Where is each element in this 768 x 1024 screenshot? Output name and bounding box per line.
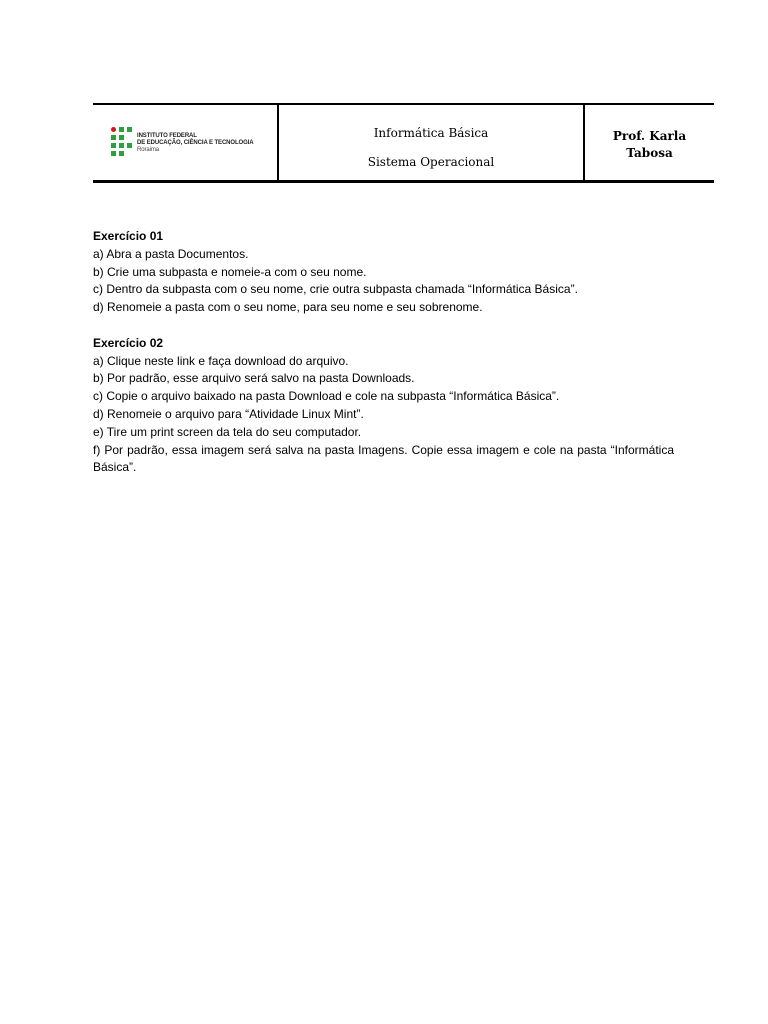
exercise-02-item-e: e) Tire um print screen da tela do seu computador. xyxy=(93,424,362,439)
document-body xyxy=(93,228,674,477)
document-header xyxy=(93,103,714,183)
institution-name xyxy=(137,133,253,154)
header-course-cell xyxy=(279,105,585,180)
professor-name xyxy=(585,128,714,162)
exercise-02-item-f: f) Por padrão, essa imagem será salva na pasta Imagens. Copie essa imagem e cole na pasta “Informática Básica”. xyxy=(93,442,674,475)
section-spacer xyxy=(93,317,674,335)
exercise-02-item-c: c) Copie o arquivo baixado na pasta Download e cole na subpasta “Informática Básica”. xyxy=(93,389,560,404)
exercise-02-item-b: b) Por padrão, esse arquivo será salvo na pasta Downloads. xyxy=(93,371,415,386)
exercise-01-title: Exercício 01 xyxy=(93,229,164,243)
header-logo-cell xyxy=(93,105,279,180)
exercise-02-item-d: d) Renomeie o arquivo para “Atividade Linux Mint”. xyxy=(93,406,364,421)
professor-line1: Prof. Karla xyxy=(612,129,687,143)
course-title: Informática Básica xyxy=(373,126,489,140)
ifrr-logo-icon xyxy=(111,127,132,156)
exercise-02-title: Exercício 02 xyxy=(93,335,164,350)
exercise-01-item-c: c) Dentro da subpasta com o seu nome, crie outra subpasta chamada “Informática Básica”. xyxy=(93,282,578,297)
course-subtitle: Sistema Operacional xyxy=(367,155,495,169)
exercise-01-item-d: d) Renomeie a pasta com o seu nome, para seu nome e seu sobrenome. xyxy=(93,300,483,315)
exercise-01-item-b: b) Crie uma subpasta e nomeie-a com o seu nome. xyxy=(93,264,367,279)
institution-line2: DE EDUCAÇÃO, CIÊNCIA E TECNOLOGIA xyxy=(137,140,254,146)
institution-line1: INSTITUTO FEDERAL xyxy=(137,133,197,139)
exercise-01-item-a: a) Abra a pasta Documentos. xyxy=(93,246,249,261)
professor-line2: Tabosa xyxy=(626,146,673,160)
institution-campus: Roraima xyxy=(137,147,159,153)
header-professor-cell xyxy=(585,105,714,180)
exercise-02-item-a[interactable]: a) Clique neste link e faça download do arquivo. xyxy=(93,353,349,368)
